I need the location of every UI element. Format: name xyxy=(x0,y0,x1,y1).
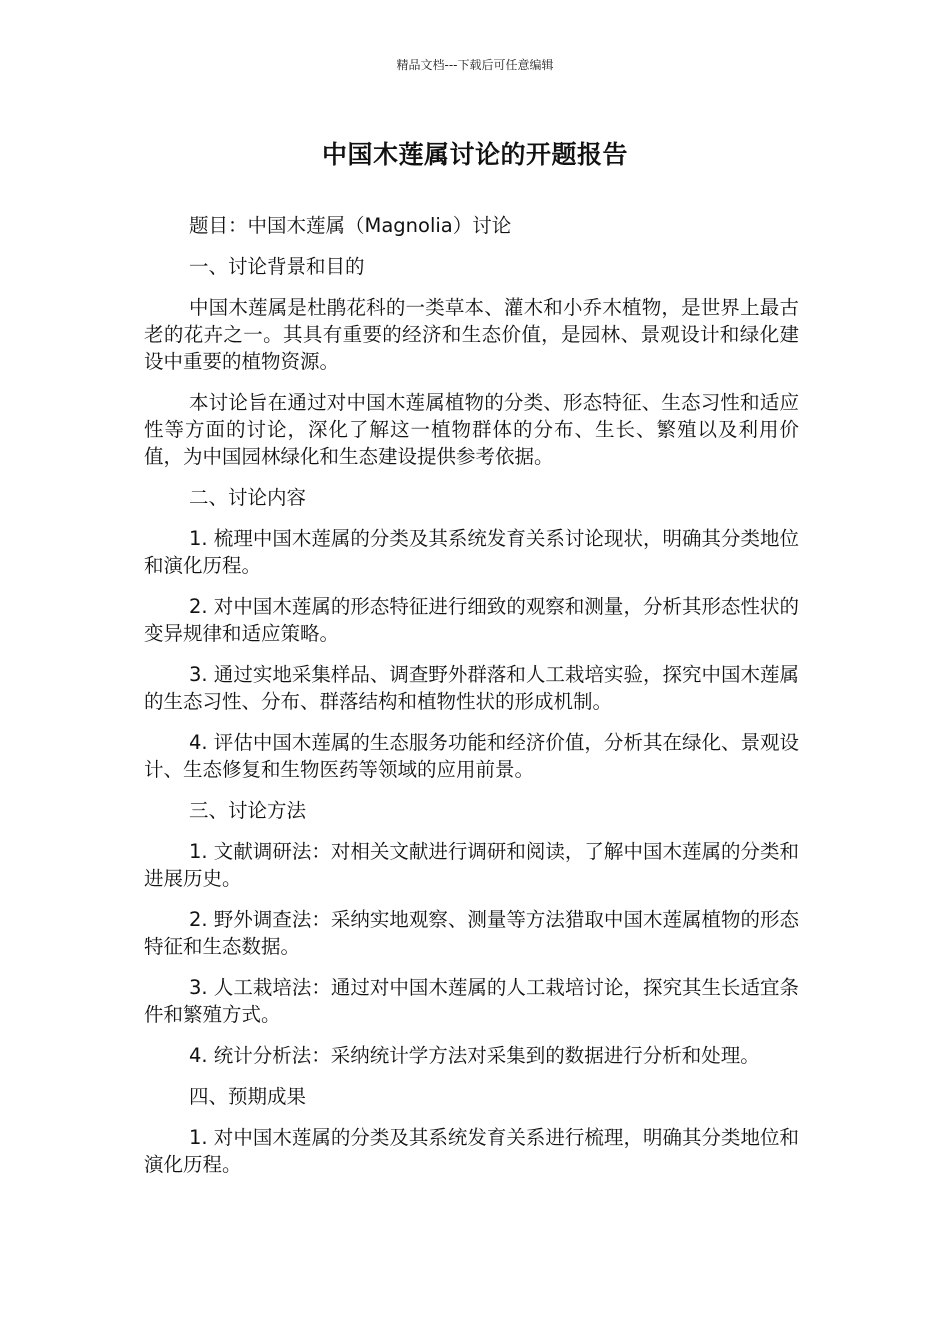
list-item: 4. 评估中国木莲属的生态服务功能和经济价值，分析其在绿化、景观设计、生态修复和生物医药等领域的应用前景。 xyxy=(144,731,799,781)
paragraph: 中国木莲属是杜鹃花科的一类草本、灌木和小乔木植物，是世界上最古老的花卉之一。其具有重要的经济和生态价值，是园林、景观设计和绿化建设中重要的植物资源。 xyxy=(144,296,799,373)
header-note: 精品文档---下载后可任意编辑 xyxy=(396,58,554,72)
list-item: 1. 对中国木莲属的分类及其系统发育关系进行梳理，明确其分类地位和演化历程。 xyxy=(144,1126,799,1176)
topic-line: 题目：中国木莲属（Magnolia）讨论 xyxy=(189,214,512,237)
list-item: 1. 文献调研法：对相关文献进行调研和阅读，了解中国木莲属的分类和进展历史。 xyxy=(144,840,799,890)
list-item: 2. 野外调查法：采纳实地观察、测量等方法猎取中国木莲属植物的形态特征和生态数据。 xyxy=(144,908,799,958)
document-title: 中国木莲属讨论的开题报告 xyxy=(321,140,628,169)
list-item: 2. 对中国木莲属的形态特征进行细致的观察和测量，分析其形态性状的变异规律和适应策略。 xyxy=(144,595,799,645)
list-item: 3. 人工栽培法：通过对中国木莲属的人工栽培讨论，探究其生长适宜条件和繁殖方式。 xyxy=(144,976,799,1026)
section-heading-content: 二、讨论内容 xyxy=(189,486,307,509)
list-item: 3. 通过实地采集样品、调查野外群落和人工栽培实验，探究中国木莲属的生态习性、分布、群落结构和植物性状的形成机制。 xyxy=(144,663,799,713)
list-item: 4. 统计分析法：采纳统计学方法对采集到的数据进行分析和处理。 xyxy=(189,1044,760,1067)
document-body xyxy=(144,212,799,1192)
paragraph: 本讨论旨在通过对中国木莲属植物的分类、形态特征、生态习性和适应性等方面的讨论，深化了解这一植物群体的分布、生长、繁殖以及利用价值，为中国园林绿化和生态建设提供参考依据。 xyxy=(144,391,799,468)
section-heading-outcomes: 四、预期成果 xyxy=(189,1085,307,1108)
section-heading-background: 一、讨论背景和目的 xyxy=(189,255,365,278)
section-heading-methods: 三、讨论方法 xyxy=(189,799,307,822)
list-item: 1. 梳理中国木莲属的分类及其系统发育关系讨论现状，明确其分类地位和演化历程。 xyxy=(144,527,799,577)
